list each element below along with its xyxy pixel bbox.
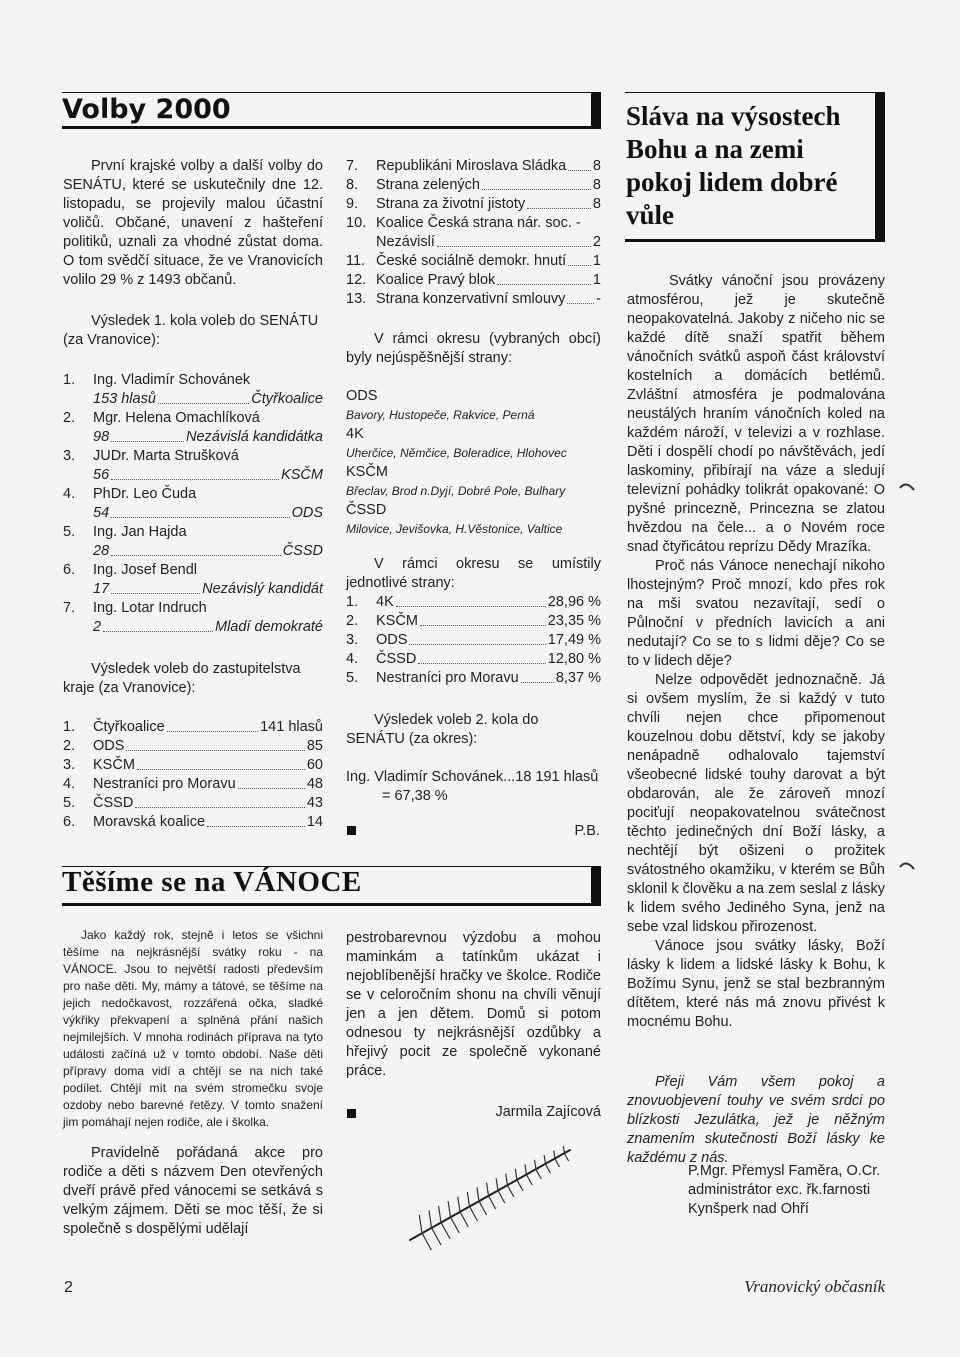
regional-result-row — [346, 157, 601, 176]
candidate-name: JUDr. Marta Strušková — [93, 448, 239, 464]
right-wish: Přeji Vám všem pokoj a znovuobjevení touhy ve svém srdci po blízkosti Jezulátka, jež je něžným znamením skutečnosti Boží lásky ke každému z nás. — [627, 1074, 885, 1166]
candidate-votes: 54 — [93, 505, 110, 521]
regional-result-row — [63, 756, 323, 775]
candidate-detail-row — [63, 504, 323, 523]
candidate-party: Mladí demokraté — [215, 619, 323, 635]
row-name: Koalice Česká strana nár. soc. - — [376, 215, 581, 231]
row-number: 11. — [346, 253, 366, 269]
candidate-number: 5. — [63, 524, 76, 540]
row-value: 14 — [306, 814, 323, 830]
district-order-row — [346, 612, 601, 631]
candidate-name: Ing. Lotar Indruch — [93, 600, 207, 616]
leader-dots — [497, 271, 591, 285]
right-title-block — [875, 92, 885, 242]
district-party: ODS — [346, 388, 378, 404]
row-number: 3. — [63, 757, 76, 773]
regional-results-continued — [346, 157, 601, 309]
right-title-rule — [625, 239, 885, 242]
row-name: 4K — [376, 594, 394, 610]
candidate-row — [63, 485, 323, 504]
indent-spacer — [63, 618, 93, 637]
candidate-row — [63, 523, 323, 542]
senate-heading: Výsledek 1. kola voleb do SENÁTU (za Vranovice): — [63, 313, 319, 348]
right-paragraph: Vánoce jsou svátky lásky, Boží lásky k lidem a lidské lásky k Bohu, k Božímu Synu, jenž se stal bezbranným dítětem, které nás má znovu přivést k mocnému Bohu. — [627, 938, 885, 1030]
leader-dots — [111, 466, 279, 480]
row-name: České sociálně demokr. hnutí — [376, 253, 567, 269]
title-rule-top — [62, 92, 600, 93]
christmas-para-1: Jako každý rok, stejně i letos se všichni těšíme na nejkrásnější svátky roku - na VÁNOCE. Jsou to největší radosti především pro naše děti. My, mámy a tátové, se těšíme na jejich nedočkavost, rozzářená očka, sladké výkřiky překvapení a splněná přání našich nejmilejších. V mnoha rodinách příprava na tyto události začíná už v tomto období. Naše děti přípravy doma vidí a chtějí se na nich také podílet. Chtějí mít na svém stromečku svoje ozdoby nebo barevné řetězy. V tomto snažení jim pomáhají nejen rodiče, ale i školka. — [63, 928, 323, 1129]
candidate-name: Ing. Josef Bendl — [93, 562, 197, 578]
end-square-icon-2 — [347, 1109, 356, 1118]
candidate-detail-row — [63, 428, 323, 447]
district-towns: Uherčice, Němčice, Boleradice, Hlohovec — [346, 446, 567, 460]
row-value: 23,35 % — [547, 613, 601, 629]
row-number: 7. — [346, 158, 359, 174]
intro-paragraph: První krajské volby a další volby do SENÁTU, které se uskutečnily dne 12. listopadu, se projevily malou účastní voličů. Občané, unavení z hašteření politiků, uznali za vhodné zůstat doma. O tom svědčí situace, že ve Vranovicích volilo 29 % z 1493 občanů. — [63, 158, 323, 288]
leader-dots — [396, 593, 546, 607]
leader-dots — [437, 233, 591, 247]
row-value: 8,37 % — [555, 670, 601, 686]
district-towns: Břeclav, Brod n.Dyjí, Dobré Pole, Bulhary — [346, 484, 566, 498]
row-value: 48 — [306, 776, 323, 792]
regional-result-row — [63, 737, 323, 756]
row-value: 60 — [306, 757, 323, 773]
article-title-slava: Sláva na výsostech Bohu a na zemi pokoj lidem dobré vůle — [626, 101, 841, 230]
regional-result-row — [63, 718, 323, 737]
indent-spacer — [346, 233, 376, 252]
row-name: KSČM — [93, 757, 135, 773]
candidate-name: Mgr. Helena Omachlíková — [93, 410, 260, 426]
candidate-votes: 17 — [93, 581, 110, 597]
leader-dots — [158, 390, 249, 404]
row-value: 141 hlasů — [260, 719, 323, 735]
row-name-cont: Nezávislí — [376, 234, 435, 250]
row-number: 1. — [346, 594, 359, 610]
row-value: 17,49 % — [547, 632, 601, 648]
author-line: administrátor exc. řk.farnosti — [688, 1182, 871, 1198]
leader-dots — [126, 737, 304, 751]
candidate-party: ODS — [291, 505, 323, 521]
leader-dots — [568, 157, 591, 171]
row-name: Nestraníci pro Moravu — [93, 776, 236, 792]
row-number: 10. — [346, 215, 367, 231]
row-number: 1. — [63, 719, 76, 735]
row-value: 85 — [306, 738, 323, 754]
row-name: Čtyřkoalice — [93, 719, 165, 735]
candidate-number: 4. — [63, 486, 76, 502]
district-best-parties — [346, 387, 601, 539]
row-name: KSČM — [376, 613, 418, 629]
indent-spacer — [63, 580, 93, 599]
leader-dots — [238, 775, 305, 789]
page-number: 2 — [64, 1279, 73, 1296]
regional-result-row — [346, 214, 601, 233]
regional-result-row — [346, 233, 601, 252]
candidate-party: ČSSD — [282, 543, 323, 559]
regional-result-row — [63, 813, 323, 832]
candidate-number: 6. — [63, 562, 76, 578]
row-name: ČSSD — [376, 651, 417, 667]
right-title-rule-top — [625, 92, 885, 93]
candidate-row — [63, 447, 323, 466]
row-value: 2 — [592, 234, 601, 250]
row-value: - — [596, 291, 601, 307]
leader-dots — [409, 631, 545, 645]
regional-result-row — [346, 271, 601, 290]
candidate-row — [63, 371, 323, 390]
candidate-votes: 28 — [93, 543, 110, 559]
row-number: 8. — [346, 177, 359, 193]
regional-results-list — [63, 718, 323, 832]
row-number: 4. — [346, 651, 359, 667]
candidate-row — [63, 599, 323, 618]
row-value: 8 — [592, 158, 601, 174]
candidate-detail-row — [63, 580, 323, 599]
district-party: 4K — [346, 426, 364, 442]
candidate-number: 2. — [63, 410, 76, 426]
candidate-name: Ing. Jan Hajda — [93, 524, 187, 540]
row-number: 6. — [63, 814, 76, 830]
row-number: 9. — [346, 196, 359, 212]
christmas-para-2: Pravidelně pořádaná akce pro rodiče a děti s názvem Den otevřených dveří právě před vánocemi se setkává s velkým zájmem. Děti se moc těší, že si společně s dospělými udělají — [63, 1145, 323, 1237]
publication-name: Vranovický občasník — [744, 1277, 885, 1296]
round2-heading: Výsledek voleb 2. kola do SENÁTU (za okres): — [346, 712, 539, 747]
leader-dots — [111, 580, 200, 594]
right-article-body — [627, 272, 885, 1032]
leader-dots — [482, 176, 591, 190]
leader-dots — [527, 195, 591, 209]
christmas-author: Jarmila Zajícová — [495, 1104, 601, 1120]
regional-result-row — [346, 252, 601, 271]
row-name: Strana zelených — [376, 177, 480, 193]
right-paragraph: Nelze odpovědět jednoznačně. Já si ovšem myslím, že si každý v tuto chvíli nejen chce připomenout kouzelnou dobu dětství, kdy se jakoby nenápadně odhalovalo tajemství všeobecné lidské touhy darovat a být obdarován, ale že zároveň mnozí pociťují neopakovatelnou svátečnost těchto jedinečných dní Boží lásky, a nechtějí být ošizeni o prožitek svátostného okamžiku, v kterém se Bůh sklonil k člověku a na zem seslal z lásky k lidem svého Jediného Syna, jenž na sebe vzal lidskou přirozenost. — [627, 672, 885, 935]
regional-result-row — [63, 794, 323, 813]
leader-dots — [135, 794, 305, 808]
row-name: Strana za životní jistoty — [376, 196, 526, 212]
candidate-name: PhDr. Leo Čuda — [93, 486, 197, 502]
leader-dots — [137, 756, 305, 770]
regional-result-row — [346, 290, 601, 309]
row-value: 8 — [592, 177, 601, 193]
leader-dots — [568, 252, 591, 266]
leader-dots — [420, 612, 546, 626]
right-author-block — [688, 1162, 888, 1219]
row-name: ČSSD — [93, 795, 134, 811]
leader-dots — [111, 504, 289, 518]
margin-mark-icon — [898, 478, 918, 498]
leader-dots — [167, 718, 258, 732]
candidate-party: Nezávislá kandidátka — [185, 429, 323, 445]
candidate-party: KSČM — [281, 467, 323, 483]
row-name: Strana konzervativní smlouvy — [376, 291, 566, 307]
regional-result-row — [346, 176, 601, 195]
row-name: Moravská koalice — [93, 814, 206, 830]
row-number: 12. — [346, 272, 367, 288]
row-name: ODS — [93, 738, 125, 754]
row-name: Koalice Pravý blok — [376, 272, 496, 288]
row-value: 1 — [592, 272, 601, 288]
title-rule — [62, 126, 600, 129]
regional-result-row — [346, 195, 601, 214]
district-order-row — [346, 669, 601, 688]
district-party: ČSSD — [346, 502, 387, 518]
district-order-list — [346, 593, 601, 688]
row-number: 5. — [346, 670, 359, 686]
candidate-detail-row — [63, 542, 323, 561]
leader-dots — [567, 290, 594, 304]
article-title-volby: Volby 2000 — [62, 94, 231, 125]
row-name: Nestraníci pro Moravu — [376, 670, 519, 686]
row-value: 1 — [592, 253, 601, 269]
title-block — [591, 92, 601, 129]
candidate-votes: 2 — [93, 619, 102, 635]
christmas-title-block — [591, 866, 601, 906]
candidate-party: Čtyřkoalice — [251, 391, 323, 407]
leader-dots — [111, 428, 184, 442]
regional-heading: Výsledek voleb do zastupitelstva kraje (za Vranovice): — [63, 661, 301, 696]
candidate-number: 3. — [63, 448, 76, 464]
district-party: KSČM — [346, 464, 388, 480]
row-number: 4. — [63, 776, 76, 792]
row-value: 28,96 % — [547, 594, 601, 610]
senate-candidate-list — [63, 371, 323, 637]
row-value: 43 — [306, 795, 323, 811]
candidate-detail-row — [63, 390, 323, 409]
district-order-row — [346, 631, 601, 650]
christmas-para-3: pestrobarevnou výzdobu a mohou maminkám a tatínkům ukázat i nejoblíbenější hračky ve školce. Rodiče se v celoročním shonu na chvíli věnují jen a jen dětem. Domů si potom odnesou ty nejkrásnější ozdůbky a hřejivý pocit ze společně vykonané práce. — [346, 930, 601, 1079]
signature-pb: P.B. — [574, 823, 600, 839]
indent-spacer — [63, 542, 93, 561]
row-name: Republikáni Miroslava Sládka — [376, 158, 567, 174]
round2-percent: = 67,38 % — [382, 788, 448, 804]
fir-branch-icon — [400, 1140, 580, 1250]
row-number: 2. — [63, 738, 76, 754]
author-line: Kynšperk nad Ohří — [688, 1201, 809, 1217]
row-value: 8 — [592, 196, 601, 212]
district-towns: Bavory, Hustopeče, Rakvice, Perná — [346, 408, 535, 422]
district-intro: V rámci okresu (vybraných obcí) byly nejúspěšnější strany: — [346, 331, 601, 366]
row-number: 2. — [346, 613, 359, 629]
round2-winner: Ing. Vladimír Schovánek...18 191 hlasů — [346, 769, 599, 785]
regional-result-row — [63, 775, 323, 794]
candidate-votes: 153 hlasů — [93, 391, 156, 407]
row-number: 3. — [346, 632, 359, 648]
end-square-icon — [347, 826, 356, 835]
leader-dots — [418, 650, 545, 664]
candidate-votes: 98 — [93, 429, 110, 445]
candidate-votes: 56 — [93, 467, 110, 483]
margin-mark-icon — [898, 857, 918, 877]
candidate-detail-row — [63, 466, 323, 485]
leader-dots — [103, 618, 213, 632]
row-value: 12,80 % — [547, 651, 601, 667]
candidate-detail-row — [63, 618, 323, 637]
leader-dots — [207, 813, 305, 827]
leader-dots — [111, 542, 281, 556]
district-order-row — [346, 650, 601, 669]
indent-spacer — [63, 390, 93, 409]
christmas-title-rule — [62, 903, 600, 906]
row-number: 5. — [63, 795, 76, 811]
candidate-number: 1. — [63, 372, 76, 388]
candidate-row — [63, 561, 323, 580]
indent-spacer — [63, 428, 93, 447]
candidate-number: 7. — [63, 600, 76, 616]
row-number: 13. — [346, 291, 367, 307]
district-towns: Milovice, Jevišovka, H.Věstonice, Valtice — [346, 522, 563, 536]
candidate-party: Nezávislý kandidát — [202, 581, 323, 597]
row-name: ODS — [376, 632, 408, 648]
indent-spacer — [63, 504, 93, 523]
indent-spacer — [63, 466, 93, 485]
author-line: P.Mgr. Přemysl Faměra, O.Cr. — [688, 1163, 881, 1179]
district-order-intro: V rámci okresu se umístily jednotlivé strany: — [346, 556, 601, 591]
leader-dots — [521, 669, 554, 683]
district-order-row — [346, 593, 601, 612]
right-paragraph: Svátky vánoční jsou provázeny atmosférou, jež je skutečně neopakovatelná. Jakoby z ničeho nic se každé dítě snaží spatřit během vánočních svátků aspoň část království kostelních a domácích betlémů. Zvláštní atmosféra je podmalována neustálých hraním vánočních koled na každém nároží, v televizi a v rozhlase. Děti i dospělí chodí po návštěvách, jedí laskominy, přibírají na váze a sledují televizní pohádky tolikrát opakované: O pyšné princezně, Princezna se zlatou hvězdou na čele... a o Novém roce snad čtyřicátou reprízu Dědy Mrazíka. — [627, 273, 885, 555]
right-paragraph: Proč nás Vánoce nenechají nikoho lhostejným? Proč mnozí, kdo přes rok na mši svatou nezavítají, sedí o Půlnoční v předních lavicích a ani nedutají? Co se to s lidmi děje? Co se to v lidech děje? — [627, 558, 885, 669]
candidate-row — [63, 409, 323, 428]
candidate-name: Ing. Vladimír Schovánek — [93, 372, 251, 388]
article-title-vanoce: Těšíme se na VÁNOCE — [62, 866, 362, 898]
